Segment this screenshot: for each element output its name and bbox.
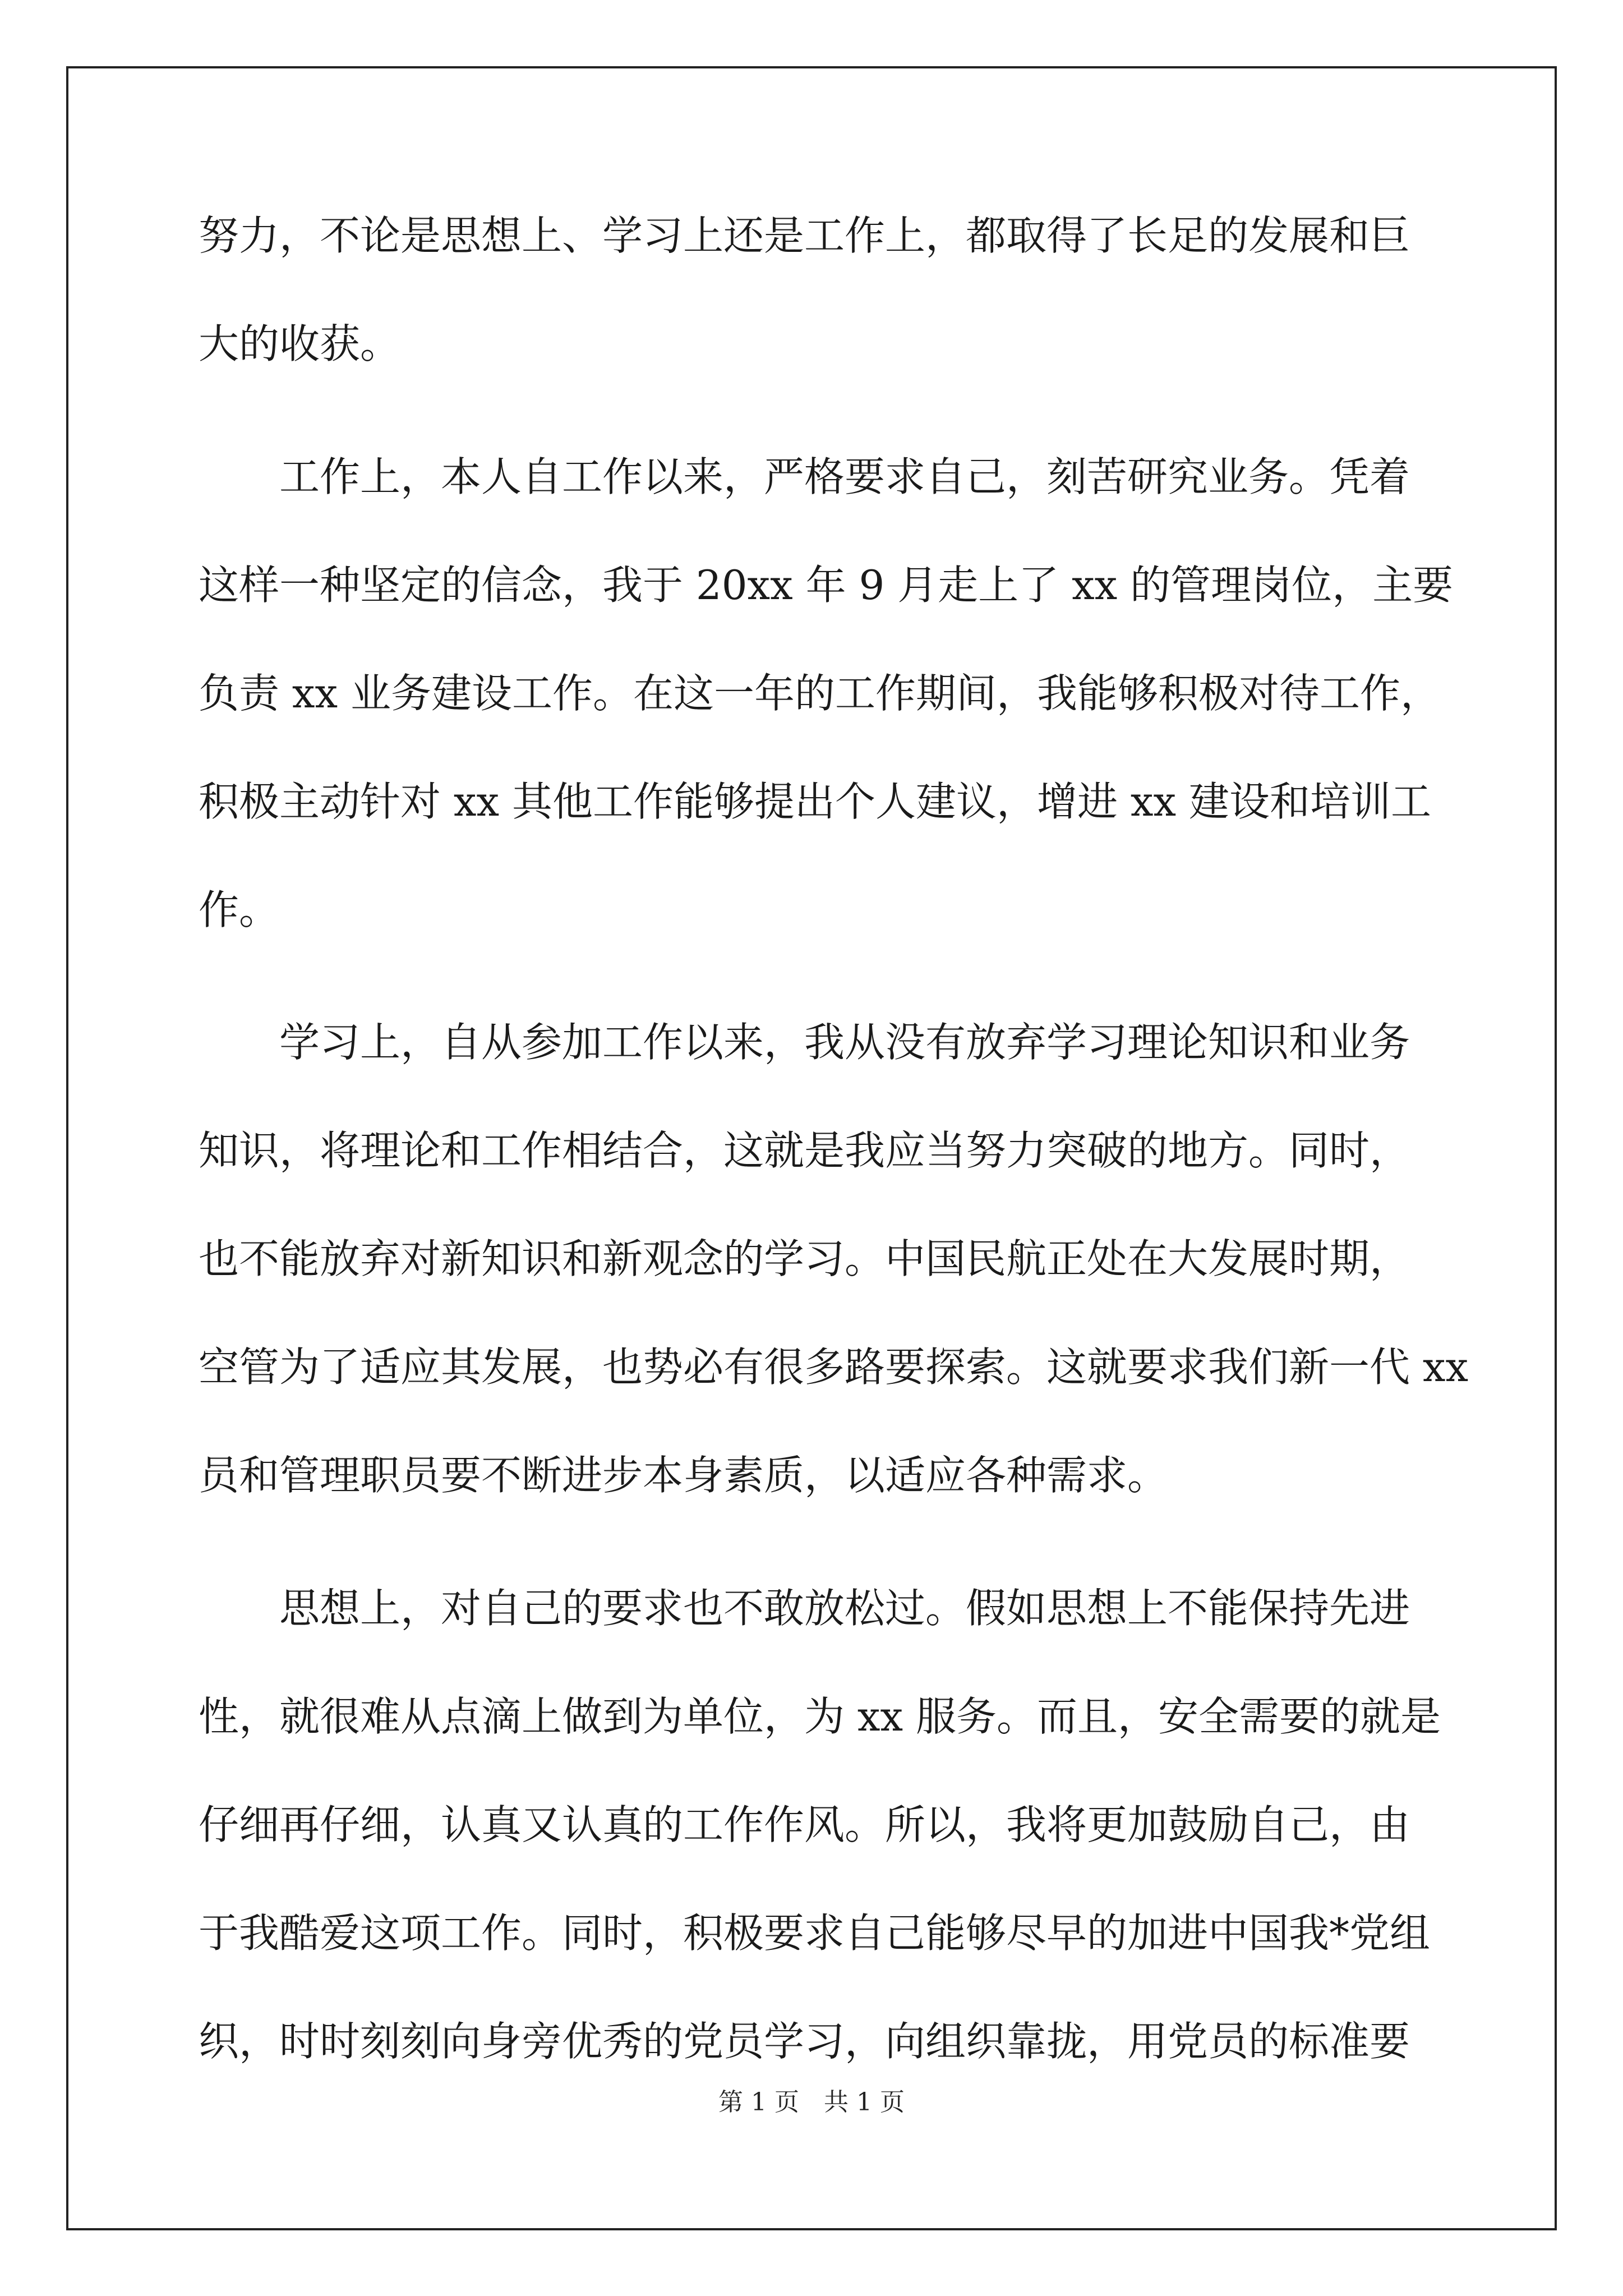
text-line: 学习上，自从参加工作以来，我从没有放弃学习理论知识和业务 bbox=[199, 1019, 1410, 1066]
text-line: 员和管理职员要不断进步本身素质，以适应各种需求。 bbox=[199, 1452, 1168, 1499]
text-line: 作。 bbox=[199, 886, 280, 933]
text-line: 这样一种坚定的信念，我于 20xx 年 9 月走上了 xx 的管理岗位，主要 bbox=[199, 562, 1454, 609]
text-line: 性，就很难从点滴上做到为单位，为 xx 服务。而且，安全需要的就是 bbox=[199, 1693, 1441, 1740]
text-line: 思想上，对自己的要求也不敢放松过。假如思想上不能保持先进 bbox=[199, 1585, 1410, 1632]
text-line: 努力，不论是思想上、学习上还是工作上，都取得了长足的发展和巨 bbox=[199, 212, 1410, 259]
page-number-footer: 第 1 页 共 1 页 bbox=[718, 2088, 905, 2116]
text-line: 仔细再仔细，认真又认真的工作作风。所以，我将更加鼓励自己，由 bbox=[199, 1801, 1410, 1848]
text-line: 于我酷爱这项工作。同时，积极要求自己能够尽早的加进中国我*党组 bbox=[199, 1910, 1431, 1957]
text-line: 也不能放弃对新知识和新观念的学习。中国民航正处在大发展时期， bbox=[199, 1235, 1410, 1282]
text-line: 工作上，本人自工作以来，严格要求自己，刻苦研究业务。凭着 bbox=[199, 453, 1410, 500]
text-line: 空管为了适应其发展，也势必有很多路要探索。这就要求我们新一代 xx bbox=[199, 1343, 1469, 1391]
text-line: 大的收获。 bbox=[199, 320, 401, 367]
text-line: 织，时时刻刻向身旁优秀的党员学习，向组织靠拢，用党员的标准要 bbox=[199, 2018, 1410, 2065]
text-line: 积极主动针对 xx 其他工作能够提出个人建议，增进 xx 建设和培训工 bbox=[199, 778, 1431, 825]
text-line: 知识，将理论和工作相结合，这就是我应当努力突破的地方。同时， bbox=[199, 1127, 1410, 1174]
text-line: 负责 xx 业务建设工作。在这一年的工作期间，我能够积极对待工作， bbox=[199, 670, 1441, 717]
